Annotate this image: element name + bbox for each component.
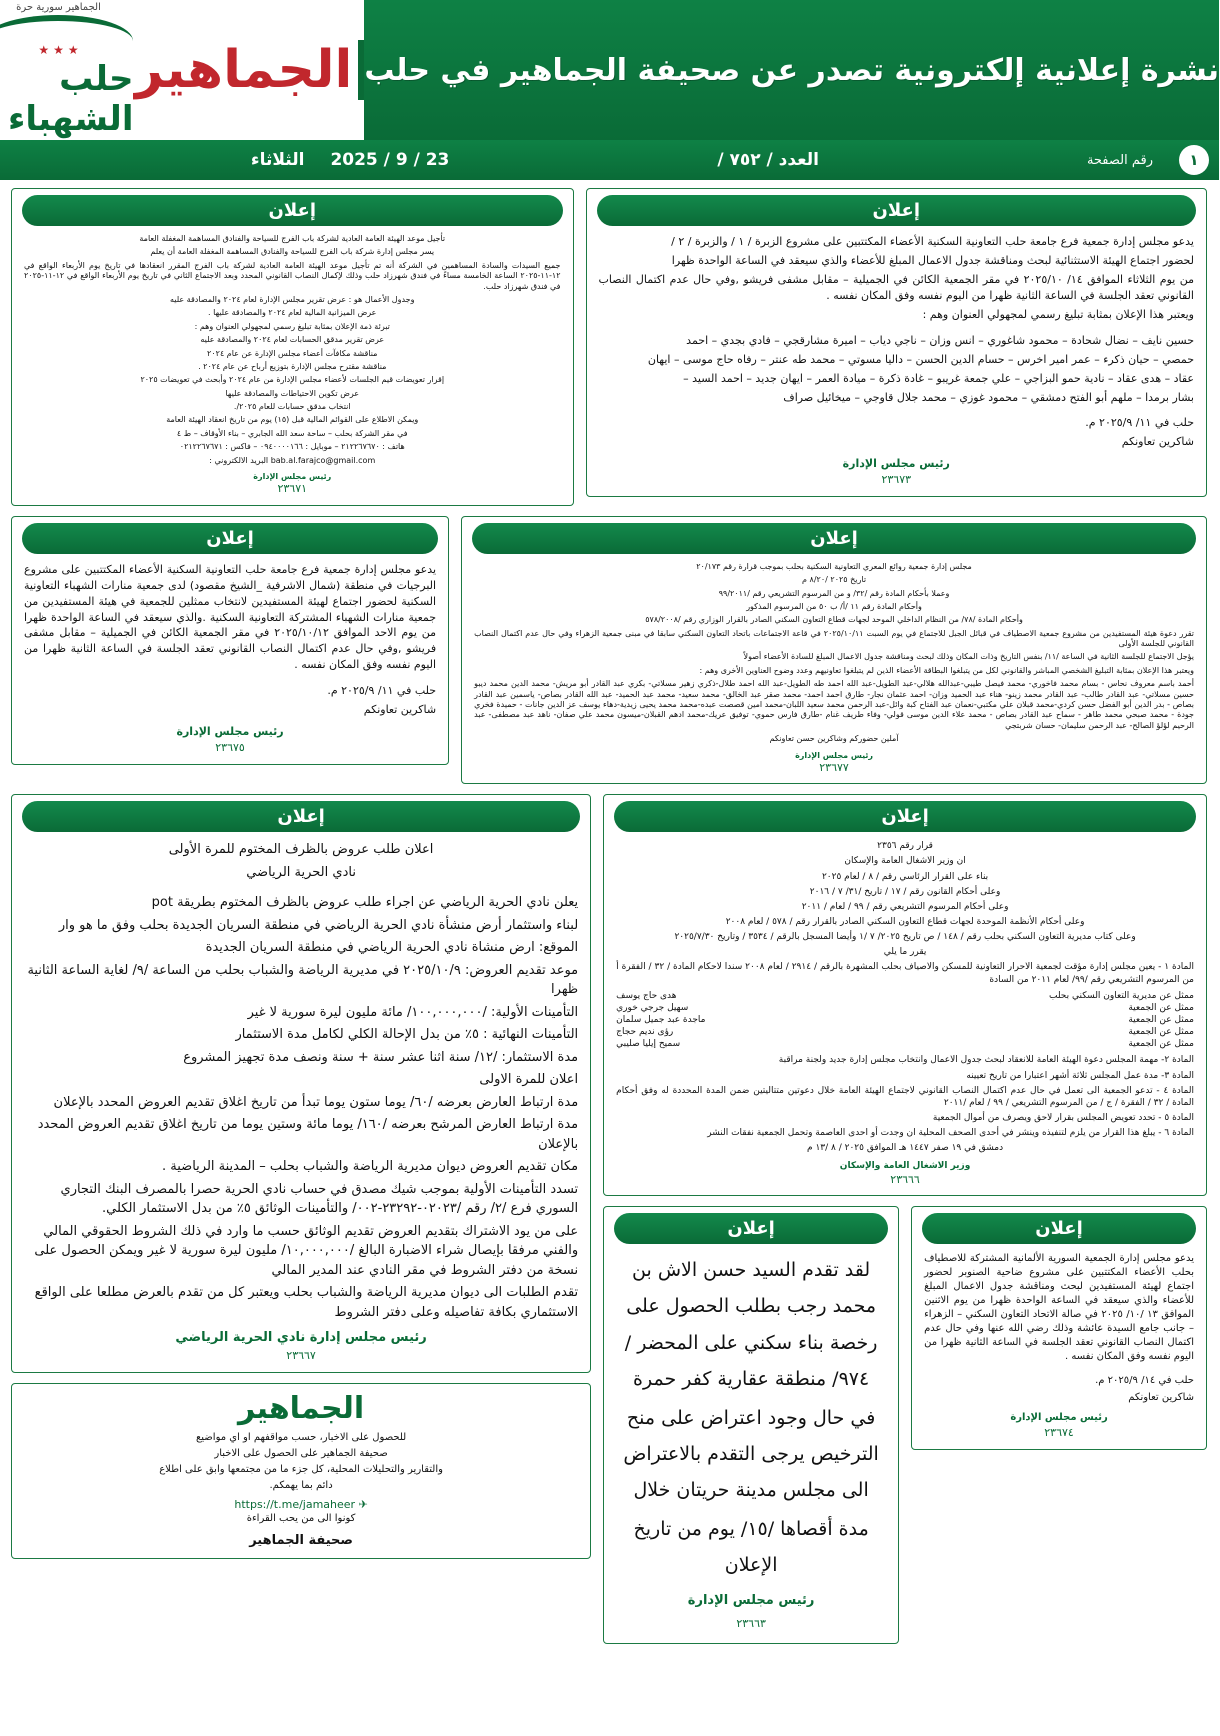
ad-card-general-assembly [12,188,575,506]
ad-line: يعلن نادي الحرية الرياضي عن اجراء طلب عروض بالظرف المختوم بطريقة pot [152,895,580,911]
issue-date: 23 / 9 / 2025 [331,150,451,170]
email-label: البريد الالكتروني : [210,455,270,465]
ad-card-header: إعلان [23,801,581,832]
ad-line: يدعو مجلس إدارة جمعية فرع جامعة حلب التعاونية السكنية الأعضاء المكتتبين على مشروع الزبرة / ١ / والزبرة / ٢ / [672,235,1195,248]
member-name: هدى حاج يوسف [617,990,678,1001]
ad-thanks: شاكرين تعاونكم [1122,435,1195,449]
ad-line: تبرئة ذمة الإعلان بمثابة تبليغ رسمي لمجهولي العنوان وهم : [195,321,391,331]
masthead [0,0,1220,140]
ads-row-4 [604,1206,1208,1643]
ad-name-line: عقاد – هدى عقاد – نادية حمو البزاجي – علي جمعة غريبو – غادة ذكرة – ميادة العمر – ايهان جديد – احمد السيد – [684,371,1195,385]
ad-number: ٢٣٦٦٧ [287,1348,317,1362]
ad-line: موعد تقديم العروض: ٢٠٢٥/١٠/٩ في مديرية الرياضة والشباب بحلب من الساعة /٩/ لغاية الساعة الثانية ظهرا [28,962,580,998]
ad-line: وأحكام المادة رقم ١١ /أ/ ب ٥٠ من المرسوم المذكور [747,601,923,611]
ad-name-line: بشار برمدا – ملهم أبو الفتح دمشقي – محمود غوزي – محمد جلال قاوجي – ميخائيل صراف [784,390,1195,404]
ad-line: في حال وجود اعتراض على منح الترخيص يرجى التقدم بالاعتراض الى مجلس مدينة حريتان خلال [624,1406,880,1501]
signature-title: رئيس مجلس الإدارة [254,472,333,482]
ad-card-ministerial [604,794,1208,1196]
ad-line: ويعتبر هذا الإعلان بمثابة التبليغ الشخصي المباشر والقانوني لكل من يتبلغوا البطاقة الأعضاء الذين لم يتبلغوا تعاونيهم وعدد وضوح العناوين الأخرى وهم : [700,665,1195,675]
ad-line: انتخاب مدقق حسابات للعام ٢٠٢٥/. [234,402,352,412]
ad-line: ويمكن الاطلاع على القوائم المالية قبل (١٥) يوم من تاريخ انعقاد الهيئة العامة [167,415,420,425]
ad-card-zahra [587,188,1209,497]
signature-title: رئيس مجلس الإدارة [1011,1412,1109,1424]
footer-line: دائم بما يهمكم. [270,1480,334,1492]
ad-article: المادة ٢- مهمة المجلس دعوة الهيئة العامة للانعقاد لبحث جدول الاعمال وانتخاب مجلس إدارة جديد ولجنة مراقبة [779,1055,1195,1066]
ad-line: مدة الاستثمار: /١٢/ سنة اثنا عشر سنة + سنة ونصف مدة تجهيز المشروع [184,1049,580,1065]
ad-number: ٢٣٦٧٥ [216,741,246,755]
telegram-label: كونوا الى من يحب القراءة [247,1513,357,1525]
ad-title: نادي الحرية الرياضي [247,864,357,880]
ad-card-body [13,234,574,497]
footer-line: والتقارير والتحليلات المحلية، كل جزء ما من مجتمعها وابق على اطلاع [160,1464,444,1476]
ad-title: اعلان طلب عروض بالظرف المختوم للمرة الأولى [169,842,435,858]
ad-signature [25,1328,579,1364]
member-row [617,1026,1195,1038]
telegram-link[interactable] [25,1498,579,1511]
ad-line: إقرار تعويضات قيم الجلسات لأعضاء مجلس الإدارة من عام ٢٠٢٤ وأبحث في تعويضات ٢٠٢٥ [141,375,446,385]
ad-line: يسر مجلس إدارة شركة باب الفرج للسياحة والفنادق المساهمة المغفلة العامة أن يعلم [151,247,436,257]
ad-number: ٢٣٦٧٧ [820,760,850,774]
ad-signature [25,724,437,756]
signature-title: رئيس مجلس الإدارة [843,457,951,471]
ad-line: وعملا بأحكام المادة رقم /٣٢/ و من المرسوم التشريعي رقم /٩٩/٢٠١١ [719,588,951,598]
email-value: bab.al.farajco@gmail.com [271,455,377,465]
stars-icon: ★ ★ ★ [39,42,80,57]
ad-line: بناء على القرار الرئاسي رقم / ٨ / لعام ٢٠٢٥ [822,871,990,882]
ad-signature [925,1411,1195,1440]
ad-line: لبناء واستثمار أرض منشأة نادي الحرية الرياضي في منطقة السريان الجديدة بحلب وفق ما هو وار [59,917,580,933]
ad-line: مدة ارتباط العارض بعرضه /٦٠/ يوما ستون يوما تبدأ من تاريخ اغلاق تقديم العروض المحدد بالإعلان [54,1094,580,1110]
member-name: رؤى نديم حجاج [617,1027,675,1038]
ad-signature [617,1160,1195,1187]
issue-weekday: الثلاثاء [251,150,306,170]
ad-signature [475,751,1195,776]
ad-card-decision [462,516,1208,785]
signature-title: رئيس مجلس الإدارة [688,1593,816,1609]
members-list [617,990,1195,1051]
ad-closing: آملين حضوركم وشاكرين حسن تعاونكم [770,734,900,744]
ad-line: مدة ارتباط العارض المرشح بعرضه /١٦٠/ يوما مائة وستين يوما من تاريخ اغلاق تقديم العروض المحدد بالإعلان [38,1117,580,1152]
ad-line: في مقر الشركة بحلب – ساحة سعد الله الجابري – بناء الأوقاف – ط ٤ [177,428,409,438]
ad-line: عرض تكوين الاحتياطات والمصادقة عليها [226,388,361,398]
ad-thanks: شاكرين تعاونكم [364,703,438,717]
ad-line: عرض الميزانية المالية لعام ٢٠٢٤ والمصادقة عليها . [209,308,378,318]
ad-line: مناقشة مقترح مجلس الإدارة بتوزيع أرباح عن عام ٢٠٢٤ . [199,361,388,371]
ad-article: المادة ٥ - تحدد تعويض المجلس بقرار لاحق ويصرف من أموال الجمعية [933,1112,1195,1123]
ad-line: مكان تقديم العروض ديوان مديرية الرياضة والشباب بحلب – المدينة الرياضية . [163,1159,580,1175]
ad-card-header: إعلان [615,1213,889,1244]
ad-line: وجدول الأعمال هو : عرض تقرير مجلس الإدارة لعام ٢٠٢٤ والمصادقة عليه [171,294,416,304]
ad-line: لحضور اجتماع الهيئة الاستثنائية لبحث ومناقشة جدول الاعمال المبلغ للأعضاء والذي سيعقد في الساعة الواحدة ظهرا [672,253,1195,267]
telegram-icon: ✈ [359,1498,369,1512]
ad-card-header: إعلان [923,1213,1197,1244]
ad-line: يؤجل الاجتماع للجلسة الثانية في الساعة /١١/ بنفس التاريخ وذات المكان وذلك لبحث ومناقشة جدول الاعمال المبلغ للسادة الأعضاء أصولاً [744,652,1195,662]
ad-card-header: إعلان [23,195,564,226]
member-role: ممثل عن الجمعية [1129,1027,1195,1038]
footer-logo: الجماهير [238,1391,366,1427]
member-row [617,990,1195,1002]
ad-line: قرار رقم ٢٣٥٦ [878,841,934,852]
ad-line: يدعو مجلس إدارة الجمعية السورية الألمانية المشتركة للاصطياف بحلب الأعضاء المكتتبين على مشروع ضاحية الصنوبر لحضور اجتماع لهيئة المستفيدين لبحث ومناقشة جدول الاعمال المبلغ للأعضاء والذي سيعقد في الساعة الواحدة ظهرا من يوم الاثنين الموافق ١٣ /١٠/ ٢٠٢٥ في صالة الاتحاد التعاون السكني – الزهراء – جانب جامع السيدة عائشة وذلك رضي الله عنها وفي حال عدم اكتمال النصاب القانوني تعقد الجلسة في الساعة الثانية ظهرا من اليوم نفسه وفق المكان نفسه . [925,1253,1195,1363]
ad-line: وأحكام المادة /٧٨/ من النظام الداخلي الموحد لجهات قطاع التعاون السكني الصادر بالقرار الوزاري رقم /٥٧٨/٢٠٠٨ [646,615,1024,625]
member-name: سميح إيليا صليبي [617,1039,682,1050]
ad-line: ان وزير الاشغال العامة والإسكان [845,856,967,867]
ad-name-line: حمصي – حيان ذكرء – عمر امير اخرس – حسام الدين الحسن – داليا مسوتي – محمد طه عنتر – رفاه حاج موسى – ايهان [648,352,1195,366]
ad-signature [25,472,562,497]
ad-line: من يوم الثلاثاء الموافق ١٤/ ٢٠٢٥/١٠ في مقر الجمعية الكائن في الجميلية – مقابل مشفى فريشو ,وفي حال عدم اكتمال النصاب القانوني تعقد الجلسة في الساعة الثانية ظهرا من اليوم نفسه وفق المكان نفسه . [599,272,1196,302]
ads-row-1 [12,188,1208,506]
ad-contact: هاتف : ٢١٢٢٦٧٦٧٠ – موبايل : ٠٩٤٠٠٠٠١٦٦ – فاكس : ٠٢١٢٢٦٧٦٧١ [180,442,406,452]
member-row [617,1038,1195,1050]
ad-line: مناقشة مكافآت أعضاء مجلس الإدارة عن عام ٢٠٢٤ [208,348,379,358]
ad-line: مدة أقصاها /١٥/ يوم من تاريخ الإعلان [634,1518,870,1577]
member-role: ممثل عن الجمعية [1129,1014,1195,1025]
ad-line: التأمينات النهائية : ٥٪ من بدل الإحالة الكلي لكامل مدة الاستثمار [236,1027,580,1043]
ad-line: وعلى كتاب مديرية التعاون السكني بحلب رقم / ١٤٨ / ص تاريخ ٢٠٢٥/ ٧ /١ وأيضا المسجل بالرقم / ٣٥٣٤ / وتاريخ ٢٠٢٥/٧/٣٠ [675,932,1137,943]
ad-card-header: إعلان [598,195,1198,226]
ad-city-date: حلب في ١٤/ ٢٠٢٥/٩ م. [1096,1375,1195,1387]
masthead-brand [0,0,134,140]
ad-card-german-society [912,1206,1208,1449]
ad-line: تأجيل موعد الهيئة العامة العادية لشركة باب الفرج للسياحة والفنادق المساهمة المغفلة العامة [140,234,447,243]
brand-title: حلب الشهباء [8,58,135,139]
ad-article: المادة ٦ - يبلغ هذا القرار من يلزم لتنفيذه وينشر في أحدى الصحف المحلية ان وجدت أو احدى العاصمة وتحمل الجمعية نفقات النشر [708,1128,1195,1139]
logo-text: الجماهير [134,40,354,100]
date-bar [0,140,1220,180]
ad-line: على من يود الاشتراك بتقديم العروض تقديم الوثائق حسب ما وارد في ذلك الشروط الحقوقي المالي والفني مرفقا بإيصال شراء الاضبارة البالغ /١٠,٠٠٠,٠٠٠/ مليون ليرة سورية لا غير ويمكن الحصول على نسخة من دفتر الشروط في مقر النادي عند المدير المالي [35,1223,580,1278]
footer-text [25,1430,579,1494]
ad-card-body [588,234,1208,488]
member-row [617,1002,1195,1014]
brand-swoosh-icon [0,15,134,41]
ad-card-body [13,840,591,1364]
footer-paper-name: صحيفة الجماهير [250,1533,354,1549]
ad-line: وعلى أحكام الأنظمة الموحدة لجهات قطاع التعاون السكني الصادر بالقرار رقم / ٥٧٨ / لعام ٢٠٠٨ [726,916,1086,927]
ad-line: وعلى أحكام القانون رقم / ١٧ / تاريخ /٣١/ ٧ / ٢٠١٦ [810,886,1002,897]
ad-signature [617,1589,887,1635]
signature-title: رئيس مجلس إدارة نادي الحرية الرياضي [176,1330,428,1346]
ad-names-block: أحمد باسم معروف نحاس - بسام محمد فاخوري- محمد فيصل طيبي-عبدالله هلالي-عبد الطويل-عبد الله احمد طه الطويل-عبد الله احمد طلال-ذكري زهير مسلاتي- بكري عبد القادر أبو مريش- محمد الدين محمد ديبو حسين مسلاتي- عبد القادر طالب- عبد القادر محمد زينو- هناء عبد الحميد وزان- احمد عثمان نجار- طارق احمد احمد- محمد صقر عبد الخالق- محمد سعيد- محمد عبد الحميد- عبد الله القادر بصاص- ياسمين عبد القادر بصاص - بدر الدين أبو الفضل حسن كردي-محمد قبلان علي مكتبي-نعمان عبد الفتاح كبة وائل-عبد الرحمن محمد سعيد اللبان-محمد امين قصصت عبده-محمد محمد يحيى زيدية-دهاء يوسف عز الدين جانات - حميدة فخري جودة - محمد صبحي محمد طاهر - سماح عبد القادر بصاص - محمد علاء الدين موسى قولي- وفاء طريف غنام -طارق فارس حموي- توفيق عريك-محمد ادهم القبلان-ميسون محمد علي صفان- ناهد عبد مصطفى- عبد الرحيم لؤلؤ الصالح- عبد الرحمن سليمان- حسان شربتجي [475,679,1195,730]
ad-line: تاريخ ٢٠٢٥ /٨/٢٠ م [803,575,868,585]
ad-card-body [13,562,449,756]
masthead-title: نشرة إعلانية إلكترونية تصدر عن صحيفة الجماهير في حلب [365,52,1220,88]
ad-number: ٢٣٦٧١ [278,482,309,496]
ad-line: اعلان للمرة الاولى [480,1072,580,1088]
ad-article: المادة ٤ - تدعو الجمعية الى تعمل في حال عدم اكتمال النصاب القانوني لاجتماع الهيئة العامة خلال دعوتين متتاليتين ضمن المدة المحددة له وفق أحكام المادة / ٣٢ / الفقرة / ج / من المرسوم التشريعي / ٩٩ / لعام /٢٠١١ [617,1085,1195,1108]
ad-line: تقرر دعوة هيئة المستفيدين من مشروع جمعية الاصطياف في قبائل الجبل للاجتماع في يوم السبت ٢٠٢٥/١٠/١١ في قاعة الاجتماعات باتحاد التعاون السكني سابقا في مبنى جمعية الزهراء وفي حال عدم اكتمال النصاب القانوني للجلسة الأولى [475,628,1196,649]
member-name: سهيل جرجي خوري [617,1002,690,1013]
ad-card-body [913,1252,1207,1440]
ad-card-body [463,562,1207,776]
page-number-label: رقم الصفحة [1087,152,1154,168]
ad-card-header: إعلان [615,801,1197,832]
signature-title: وزير الاشغال العامة والإسكان [840,1161,972,1172]
ad-article: المادة ١ - يعين مجلس إدارة مؤقت لجمعية الاحرار التعاونية للمسكن والاصياف بحلب المشهرة بالرقم / ٢٩١٤ / لعام ٢٠٠٨ سندا لاحكام المادة / ٣٢ / الفقرة أ من المرسوم التشريعي رقم /٩٩/ لعام ٢٠١١ من السادة [617,962,1195,985]
ad-number: ٢٣٦٦٦ [891,1172,921,1186]
footer-line: للحصول على الاخبار، حسب مواقفهم او اي مواضيع [196,1432,408,1444]
ad-line: مجلس إدارة جمعية روائع المعري التعاونية السكنية بحلب بموجب قرارة رقم ٢٠/١٧٣ [697,561,973,571]
brand-subtitle: الجماهير سورية حرة [17,1,102,13]
ad-city-date: حلب في ١١/ ٢٠٢٥/٩ م. [328,684,438,698]
member-role: ممثل عن مديرية التعاون السكني بحلب [1049,990,1195,1001]
ad-number: ٢٣٦٦٣ [737,1616,767,1630]
ad-number: ٢٣٦٧٣ [882,473,913,487]
ad-line: جميع السيدات والسادة المساهمين في الشركة أنه تم تأجيل موعد الهيئة العامة العادية لشركة باب الفرج المقرر انعقادها في تاريخ يوم الأربعاء الواقع في ١٢-١١-٢٠٢٥ الساعة الخامسة مساءً في فندق شهرزاد حلب وذلك لإكمال النصاب القانوني المحدد وبعد الاجتماع الثاني في تاريخ يوم الأربعاء الواقع في ١٢-١١-٢٠٢٥ في فندق شهرزاد حلب. [25,260,562,291]
ad-card-body [605,840,1207,1187]
footer-promo-card [12,1383,592,1559]
member-role: ممثل عن الجمعية [1129,1039,1195,1050]
ad-line: عرض تقرير مدقق الحسابات لعام ٢٠٢٤ والمصادقة عليه [201,335,386,345]
signature-title: رئيس مجلس الإدارة [177,725,285,739]
ad-email [25,456,562,466]
ad-card-building-permit [604,1206,900,1643]
page-number: ١ [1180,145,1210,175]
member-name: ماجدة عبد جميل سلمان [617,1014,707,1025]
ad-card-tender [12,794,592,1373]
ad-line: تسدد التأمينات الأولية بموجب شيك مصدق في حساب نادي الحرية حصرا بالمصرف البنك التجاري السوري فرع /٢/ رقم /٠٢٠٢٣-٢٣٢٩٢-٠٠٢/ والتأمينات الوثائق ٥٪ من بدل الاستثمار الكلي. [61,1181,580,1217]
footer-line: صحيفة الجماهير على الحصول على الاخبار [215,1448,389,1460]
ad-number: ٢٣٦٧٤ [1045,1426,1075,1440]
ad-line: وعلى أحكام المرسوم التشريعي رقم / ٩٩ / لعام / ٢٠١١ [802,901,1010,912]
ad-thanks: شاكرين تعاونكم [1129,1392,1195,1404]
member-role: ممثل عن الجمعية [1129,1002,1195,1013]
ad-article: المادة ٣- مدة عمل المجلس ثلاثة أشهر اعتبارا من تاريخ تعيينه [967,1070,1195,1081]
member-row [617,1014,1195,1026]
ad-signature [600,456,1196,488]
masthead-title-bar [365,0,1220,140]
telegram-url: https://t.me/jamaheer [235,1498,357,1512]
ad-line: يدعو مجلس إدارة جمعية فرع جامعة حلب التعاونية السكنية الأعضاء المكتتبين على مشروع البرجيات في منطقة (شمال الاشرفية _الشيخ مقصود) لدى جمعية منارات الشهباء التعاونية السكنية لحضور اجتماع لهيئة المستفيدين لانتخاب ممثلين للجمعية في هيئة المستفيدين من جمعية منارات الشهباء المشتركة التعاونية السكنية .والذي سيعقد في الساعة الواحدة ظهرا من يوم الاحد الموافق ٢٠٢٥/١٠/١٢ في مقر الجمعية الكائن في الجميلية – مقابل مشفى فريشو ,وفي حال عدم اكتمال النصاب القانوني تعقد الجلسة في الساعة الثانية ظهرا من اليوم نفسه وفق المكان نفسه . [25,562,438,672]
ad-city-date: حلب في ١١/ ٢٠٢٥/٩ م. [1086,416,1195,430]
ad-card-body [605,1252,899,1634]
ad-name-line: حسين نايف – نضال شحادة – محمود شاغوري – انس وزان – ناجي دياب – اميرة مشارقجي – فادي بجدي – احمد [687,333,1195,347]
ad-card-shahba [12,516,450,765]
ad-decide-label: يقرر ما يلي [884,947,928,958]
ads-row-3 [12,794,1208,1644]
ad-card-header: إعلان [23,523,439,554]
ad-line: الموقع: ارض منشاة نادي الحرية الرياضي في منطقة السريان الجديدة [206,940,580,956]
ad-date-line: دمشق في ١٩ صفر ١٤٤٧ هـ الموافق ٢٠٢٥ / ٨ /١٣ م [808,1143,1005,1154]
ads-row-2 [12,516,1208,785]
ad-card-header: إعلان [473,523,1197,554]
ad-line: لقد تقدم السيد حسن الاش بن محمد رجب بطلب الحصول على رخصة بناء سكني على المحضر /٩٧٤/ منطقة عقارية كفر حمرة [625,1259,879,1390]
ad-line: ويعتبر هذا الإعلان بمثابة تبليغ رسمي لمجهولي العنوان وهم : [923,307,1195,321]
ad-line: تقدم الطلبات الى ديوان مديرية الرياضة والشباب بحلب ويعتبر كل من تقدم بالعرض مطلعا على الواقع الاستثماري بكافة تفاصيله وعلى دفتر الشروط [35,1285,580,1320]
newspaper-logo [134,0,365,140]
signature-title: رئيس مجلس الإدارة [796,750,874,760]
issue-number: العدد / ٧٥٢ / [718,150,820,170]
ad-line: التأمينات الأولية: /١٠٠,٠٠٠,٠٠٠/ مائة مليون ليرة سورية لا غير [248,1004,580,1020]
